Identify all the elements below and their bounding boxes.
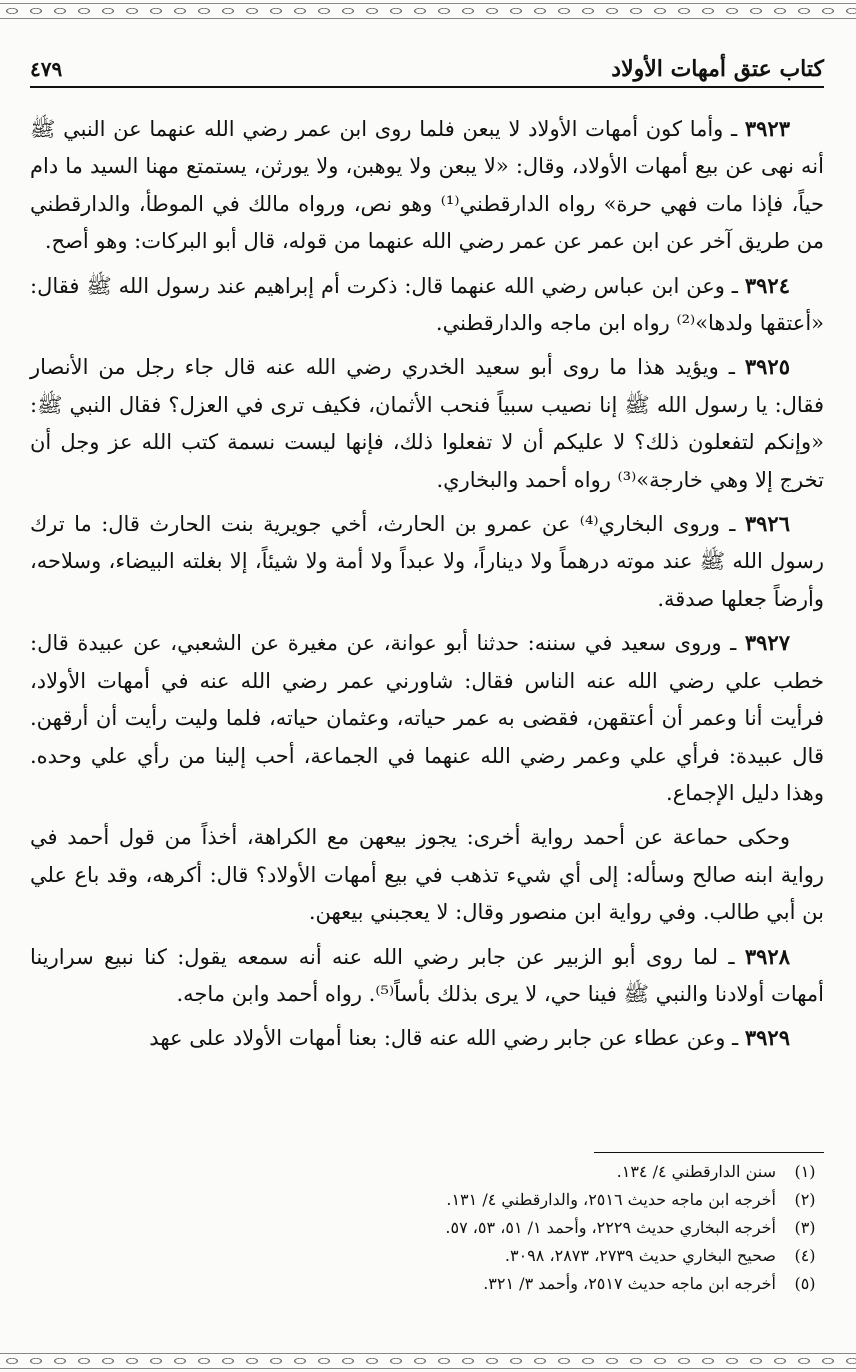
hadith-number: ٣٩٢٧: [744, 630, 790, 656]
footnote-number: (٤): [794, 1246, 816, 1265]
footnote-number: (٣): [794, 1218, 816, 1237]
paragraph-3925: [30, 348, 824, 499]
footnote-text: سنن الدارقطني ٤/ ١٣٤.: [616, 1162, 776, 1181]
footnote-number: (١): [794, 1162, 816, 1181]
footnote-number: (٥): [794, 1274, 816, 1293]
paragraph-text: ـ وأما كون أمهات الأولاد لا يبعن فلما روى ابن عمر رضي الله عنهما عن النبي ﷺ أنه نهى عن بيع أمهات الأولاد، وقال: «لا يبعن ولا يوهبن، ولا يورثن، يستمتع مهنا السيد ما دام حياً، فإذا مات فهي حرة» رواه الدارقطني⁽¹⁾ وهو نص، ورواه مالك في الموطأ، والدارقطني من طريق آخر عن ابن عمر عن عمر رضي الله عنهما من قوله، قال أبو البركات: وهو أصح.: [30, 117, 824, 254]
footnote: [30, 1186, 824, 1214]
page-number: ٤٧٩: [30, 57, 63, 81]
paragraph-3927: [30, 624, 824, 812]
paragraph-text: ـ وروى سعيد في سننه: حدثنا أبو عوانة، عن مغيرة عن الشعبي، عن عبيدة قال: خطب علي رضي الله عنه الناس فقال: شاورني عمر رضي الله عنه في أمهات الأولاد، فرأيت أنا وعمر أن أعتقهن، فقضى به عمر حياته، وعثمان حياته، فلما وليت رأيت أن أرقهن. قال عبيدة: فرأي علي وعمر رضي الله عنهما في الجماعة، أحب إلينا من رأي علي وحده. وهذا دليل الإجماع.: [30, 631, 824, 805]
paragraph-text: ـ وعن عطاء عن جابر رضي الله عنه قال: بعنا أمهات الأولاد على عهد: [149, 1026, 745, 1051]
hadith-number: ٣٩٢٨: [744, 943, 790, 969]
page-header: [30, 52, 824, 88]
footnote-divider: [594, 1152, 824, 1153]
paragraph-text: ـ وعن ابن عباس رضي الله عنهما قال: ذكرت أم إبراهيم عند رسول الله ﷺ فقال: «أعتقها ولدها»⁽²⁾ رواه ابن ماجه والدارقطني.: [30, 273, 824, 336]
decorative-border-top: [0, 0, 856, 22]
paragraph-3929: [30, 1019, 824, 1057]
paragraph-text: ـ ويؤيد هذا ما روى أبو سعيد الخدري رضي الله عنه قال جاء رجل من الأنصار فقال: يا رسول الله ﷺ إنا نصيب سبياً فنحب الأثمان، فكيف ترى في العزل؟ فقال النبي ﷺ: «وإنكم لتفعلون ذلك؟ لا عليكم أن لا تفعلوا ذلك، فإنها ليست نسمة كتب الله عز وجل أن تخرج إلا وهي خارجة»⁽³⁾ رواه أحمد والبخاري.: [30, 355, 824, 492]
hadith-number: ٣٩٢٦: [744, 511, 790, 537]
footnote: [30, 1214, 824, 1242]
paragraph-text: وحكى حماعة عن أحمد رواية أخرى: يجوز بيعهن مع الكراهة، أخذاً من قول أحمد في رواية ابنه صالح وسأله: إلى أي شيء تذهب في بيع أمهات الأولاد؟ قال: أكرهه، وقد باع علي بن أبي طالب. وفي رواية ابن منصور وقال: لا يعجبني بيعهن.: [30, 825, 824, 925]
decorative-border-bottom: [0, 1350, 856, 1372]
chapter-title: كتاب عتق أمهات الأولاد: [611, 56, 824, 82]
paragraph-text: ـ لما روى أبو الزبير عن جابر رضي الله عنه أنه سمعه يقول: كنا نبيع سرارينا أمهات أولادنا والنبي ﷺ فينا حي، لا يرى بذلك بأساً⁽⁵⁾. رواه أحمد وابن ماجه.: [30, 944, 824, 1006]
hadith-number: ٣٩٢٤: [744, 272, 790, 298]
paragraph-3924: [30, 267, 824, 343]
footnote: [30, 1158, 824, 1186]
footnote-number: (٢): [794, 1190, 816, 1209]
footnote-text: صحيح البخاري حديث ٢٧٣٩، ٢٨٧٣، ٣٠٩٨.: [504, 1246, 776, 1265]
footnote-text: أخرجه البخاري حديث ٢٢٢٩، وأحمد ١/ ٥١، ٥٣، ٥٧.: [445, 1218, 776, 1237]
main-text: [30, 110, 824, 1064]
footnote-text: أخرجه ابن ماجه حديث ٢٥١٦، والدارقطني ٤/ ١٣١.: [446, 1190, 776, 1209]
hadith-number: ٣٩٢٥: [744, 354, 790, 380]
footnotes: [30, 1158, 824, 1298]
footnote: [30, 1242, 824, 1270]
paragraph-text: ـ وروى البخاري⁽⁴⁾ عن عمرو بن الحارث، أخي جويرية بنت الحارث قال: ما ترك رسول الله ﷺ عند موته درهماً ولا ديناراً، ولا عبداً ولا أمة ولا شيئاً، إلا بغلته البيضاء، وسلاحه، وأرضاً جعلها صدقة.: [30, 512, 824, 611]
paragraph-ahmad-narration: [30, 818, 824, 931]
paragraph-3923: [30, 110, 824, 261]
hadith-number: ٣٩٢٣: [744, 116, 790, 141]
paragraph-3926: [30, 505, 824, 618]
hadith-number: ٣٩٢٩: [744, 1025, 790, 1051]
paragraph-3928: [30, 938, 824, 1014]
footnote-text: أخرجه ابن ماجه حديث ٢٥١٧، وأحمد ٣/ ٣٢١.: [483, 1274, 776, 1293]
footnote: [30, 1270, 824, 1298]
